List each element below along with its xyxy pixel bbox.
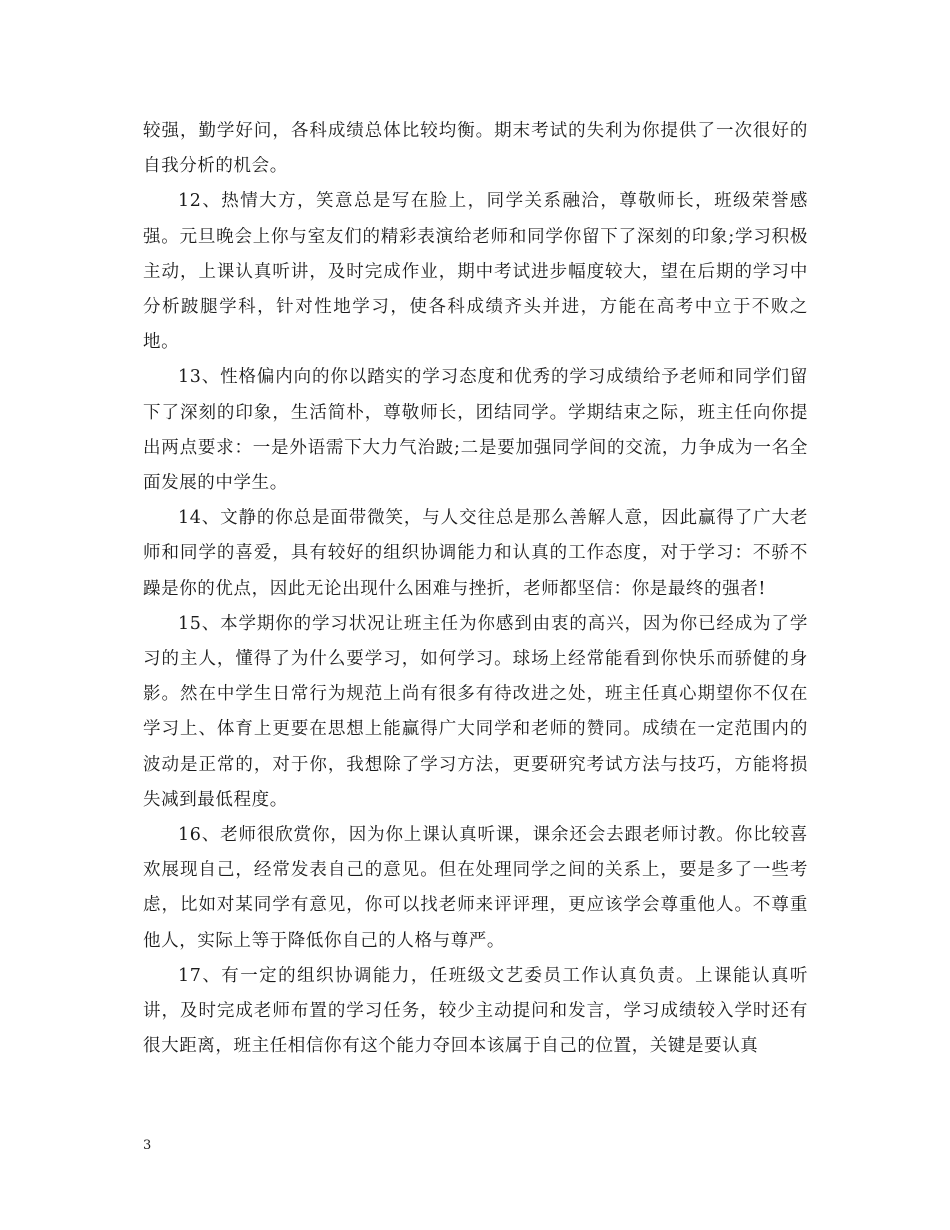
page-number: 3 bbox=[143, 1138, 152, 1153]
paragraph-comment-17: 17、有一定的组织协调能力，任班级文艺委员工作认真负责。上课能认真听讲，及时完成老师布置的学习任务，较少主动提问和发言，学习成绩较入学时还有很大距离，班主任相信你有这个能力夺回本该属于自己的位置，关键是要认真 bbox=[143, 965, 808, 1057]
paragraph-continuation: 较强，勤学好问，各科成绩总体比较均衡。期末考试的失利为你提供了一次很好的自我分析的机会。 bbox=[143, 121, 808, 177]
paragraph-comment-15: 15、本学期你的学习状况让班主任为你感到由衷的高兴，因为你已经成为了学习的主人，懂得了为什么要学习，如何学习。球场上经常能看到你快乐而骄健的身影。然在中学生日常行为规范上尚有很多有待改进之处，班主任真心期望你不仅在学习上、体育上更要在思想上能赢得广大同学和老师的赞同。成绩在一定范围内的波动是正常的，对于你，我想除了学习方法，更要研究考试方法与技巧，方能将损失减到最低程度。 bbox=[143, 613, 808, 810]
document-body bbox=[143, 114, 808, 1064]
paragraph-comment-13: 13、性格偏内向的你以踏实的学习态度和优秀的学习成绩给予老师和同学们留下了深刻的印象，生活简朴，尊敬师长，团结同学。学期结束之际，班主任向你提出两点要求：一是外语需下大力气治跛;二是要加强同学间的交流，力争成为一名全面发展的中学生。 bbox=[143, 367, 808, 494]
paragraph-comment-16: 16、老师很欣赏你，因为你上课认真听课，课余还会去跟老师讨教。你比较喜欢展现自己，经常发表自己的意见。但在处理同学之间的关系上，要是多了一些考虑，比如对某同学有意见，你可以找老师来评评理，更应该学会尊重他人。不尊重他人，实际上等于降低你自己的人格与尊严。 bbox=[143, 825, 808, 951]
paragraph-comment-12: 12、热情大方，笑意总是写在脸上，同学关系融洽，尊敬师长，班级荣誉感强。元旦晚会上你与室友们的精彩表演给老师和同学你留下了深刻的印象;学习积极主动，上课认真听讲，及时完成作业，期中考试进步幅度较大，望在后期的学习中分析跛腿学科，针对性地学习，使各科成绩齐头并进，方能在高考中立于不败之地。 bbox=[143, 191, 808, 353]
paragraph-comment-14: 14、文静的你总是面带微笑，与人交往总是那么善解人意，因此赢得了广大老师和同学的喜爱，具有较好的组织协调能力和认真的工作态度，对于学习：不骄不躁是你的优点，因此无论出现什么困难与挫折，老师都坚信：你是最终的强者! bbox=[143, 508, 808, 599]
